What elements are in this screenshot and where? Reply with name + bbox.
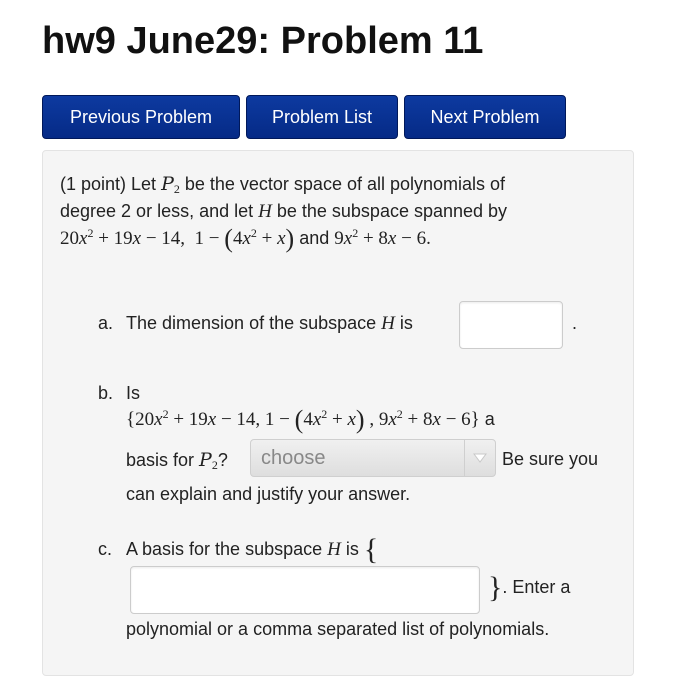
part-b-label: b.: [98, 383, 114, 403]
part-c-instruction: polynomial or a comma separated list of polynomials.: [126, 619, 550, 639]
part-b-text: a: [479, 409, 495, 429]
math-p2: $P_2$: [161, 173, 180, 196]
previous-problem-button[interactable]: Previous Problem: [42, 95, 240, 139]
intro-text: degree 2 or less, and let: [60, 201, 259, 221]
intro-line-1: [60, 171, 600, 198]
part-b-basis-text: [126, 449, 228, 472]
next-problem-button[interactable]: Next Problem: [404, 95, 566, 139]
problem-statement: [60, 171, 600, 252]
dimension-answer-input[interactable]: [459, 301, 563, 349]
part-c-text: . Enter a: [502, 577, 571, 597]
part-b-set: [126, 405, 495, 434]
problem-panel: [42, 150, 634, 676]
part-a-text: is: [394, 313, 413, 333]
part-b-text: basis for: [126, 450, 200, 470]
part-a-period: .: [572, 313, 578, 333]
problem-nav: [42, 95, 572, 139]
math-polynomials: $20x^2 + 19x - 14$, $1 - (4x^2 + x)$: [60, 224, 295, 253]
intro-text: (1 point) Let: [60, 174, 162, 194]
math-p2: $P_2$: [199, 449, 218, 472]
part-b-is: Is: [126, 383, 141, 403]
math-polynomial-3: $9x^2 + 8x - 6$.: [334, 226, 431, 249]
part-b: [98, 379, 638, 509]
page-title: hw9 June29: Problem 11: [42, 20, 484, 62]
part-b-instruction-2: can explain and justify your answer.: [126, 484, 411, 504]
part-b-instruction: Be sure you: [502, 449, 599, 469]
basis-choice-select[interactable]: [250, 439, 496, 477]
close-brace: }: [488, 571, 503, 604]
select-value: choose: [261, 446, 326, 469]
math-h: H: [258, 201, 272, 222]
intro-line-3: [60, 225, 600, 252]
intro-text: be the vector space of all polynomials of: [179, 174, 506, 194]
part-b-text: ?: [217, 450, 228, 470]
part-a-label: a.: [98, 313, 114, 333]
intro-line-2: [60, 198, 600, 225]
part-c-after-box: [488, 571, 571, 604]
part-a-text: The dimension of the subspace: [126, 313, 382, 333]
open-brace: {: [363, 533, 379, 566]
basis-answer-input[interactable]: [130, 566, 480, 614]
intro-text: be the subspace spanned by: [271, 201, 508, 221]
part-c-text: is: [340, 539, 364, 559]
part-a-question: [126, 313, 413, 335]
part-c: [98, 531, 638, 661]
math-set: {$20x^2 + 19x - 14$, $1 - (4x^2 + x)$ , $9x^2 + 8x - 6$}: [126, 405, 480, 434]
math-h: H: [381, 313, 395, 334]
math-h: H: [327, 539, 341, 560]
part-c-question: [126, 533, 379, 566]
part-a: [98, 301, 618, 349]
chevron-down-icon: [464, 440, 495, 476]
problem-list-button[interactable]: Problem List: [246, 95, 398, 139]
part-c-label: c.: [98, 539, 113, 559]
intro-text: and: [294, 228, 335, 248]
part-c-text: A basis for the subspace: [126, 539, 328, 559]
